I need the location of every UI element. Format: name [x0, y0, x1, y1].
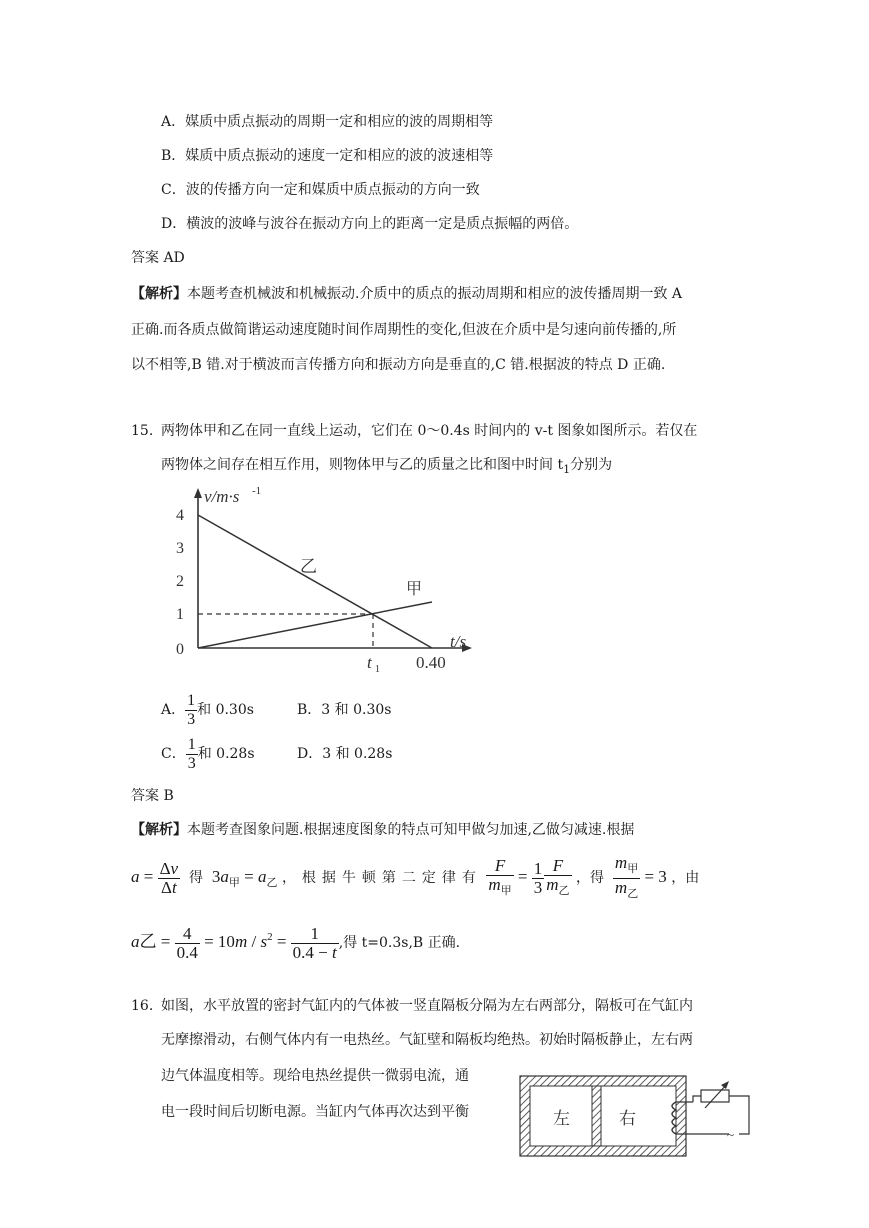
q15-stem-2 [161, 455, 612, 480]
analysis-text: 本题考查图象问题.根据速度图象的特点可知甲做匀加速,乙做匀减速.根据 [187, 822, 635, 838]
option-label: A． [161, 702, 186, 718]
q15-answer: 答案 B [131, 788, 174, 804]
x-axis-label: t/s [450, 632, 467, 651]
option-label: C． [161, 746, 186, 762]
q14-option-c: C．波的传播方向一定和媒质中质点振动的方向一致 [161, 182, 480, 198]
q16-stem-3: 边气体温度相等。现给电热丝提供一微弱电流，通 [161, 1068, 469, 1084]
equation-newton-text: ，根据牛顿第二定律有 [281, 870, 482, 886]
line-jia-label: 甲 [406, 581, 423, 598]
left-chamber-label: 左 [553, 1109, 570, 1128]
q14-analysis-line-2: 正确.而各质点做简谐运动速度随时间作周期性的变化,但波在介质中是匀速向前传播的,所 [131, 322, 677, 338]
y-tick-4: 4 [176, 507, 184, 524]
q14-analysis-line-1 [131, 284, 682, 304]
equation-mass-ratio: $\frac{m_甲}{m_乙}$ = 3 [614, 852, 667, 900]
fraction-denominator: 3 [187, 710, 196, 728]
q14-option-d: D．横波的波峰与波谷在振动方向上的距离一定是质点振幅的两倍。 [161, 216, 579, 232]
q15-number: 15. [131, 423, 154, 439]
y-tick-2: 2 [176, 573, 184, 590]
stem-text-end: 分别为 [570, 457, 613, 473]
q16-number: 16. [131, 998, 154, 1014]
t1-label-sub: 1 [375, 664, 380, 675]
t1-label: t [367, 653, 372, 672]
vt-graph [170, 482, 490, 682]
fraction-numerator: 1 [187, 691, 196, 709]
q15-equation-line-1 [131, 852, 699, 902]
analysis-text: 本题考查机械波和机械振动.介质中的质点的振动周期和相应的波传播周期一致 A [187, 286, 683, 302]
cylinder-cavity [530, 1086, 676, 1146]
fraction-numerator: 1 [187, 735, 196, 753]
y-axis-arrow [194, 488, 202, 498]
option-text: 和 0.30s [197, 702, 254, 718]
fraction-one-third [186, 736, 198, 773]
y-tick-3: 3 [176, 540, 184, 557]
line-jia [198, 602, 432, 648]
stem-text: 两物体之间存在相互作用，则物体甲与乙的质量之比和图中时间 t [161, 457, 564, 473]
y-tick-1: 1 [176, 606, 184, 623]
y-axis-label: v/m·s [204, 487, 240, 506]
q16-stem-2: 无摩擦滑动，右侧气体内有一电热丝。气缸壁和隔板均绝热。初始时隔板静止，左右两 [161, 1032, 693, 1048]
x-end-label: 0.40 [416, 653, 446, 672]
equation-newton: $\frac{F}{m_甲}$ = $\frac{1}{3}$ $\frac{F}{m_乙}$ [488, 855, 570, 897]
resistor-arrow-head [721, 1081, 729, 1089]
option-text: 和 0.28s [197, 746, 255, 762]
variable-resistor [701, 1090, 729, 1102]
partition [592, 1086, 601, 1146]
y-tick-0: 0 [176, 641, 184, 658]
q15-analysis-line-1 [131, 820, 634, 840]
t1-subscript: 1 [563, 463, 571, 476]
analysis-tag: 【解析】 [131, 822, 187, 838]
q16-stem-1: 如图，水平放置的密封气缸内的气体被一竖直隔板分隔为左右两部分，隔板可在气缸内 [161, 998, 693, 1014]
q15-stem-1: 两物体甲和乙在同一直线上运动，它们在 0～0.4s 时间内的 v-t 图象如图所示。若仅在 [161, 423, 698, 439]
equation-ratio: $3a_甲 = a_乙$ [211, 867, 278, 889]
y-axis-label-sup: -1 [252, 485, 262, 497]
q14-option-a: A．媒质中质点振动的周期一定和相应的波的周期相等 [161, 114, 494, 130]
line-yi-label: 乙 [300, 557, 317, 576]
q15-option-d: D．3 和 0.28s [297, 746, 393, 762]
fraction-one-third [185, 692, 197, 729]
fraction-denominator: 3 [187, 754, 196, 772]
analysis-tag: 【解析】 [131, 286, 187, 302]
line-yi [198, 515, 432, 648]
q14-analysis-line-3: 以不相等,B 错.对于横波而言传播方向和振动方向是垂直的,C 错.根据波的特点 D 正确. [131, 357, 666, 373]
ac-source-icon: ~ [727, 1127, 735, 1142]
q15-equation-line-2 [131, 912, 460, 962]
q14-option-b: B．媒质中质点振动的速度一定和相应的波的波速相等 [161, 148, 494, 164]
q15-option-b: B．3 和 0.30s [297, 702, 392, 718]
q16-stem-4: 电一段时间后切断电源。当缸内气体再次达到平衡 [161, 1104, 469, 1120]
q14-answer: 答案 AD [131, 250, 185, 266]
cylinder-diagram [515, 1068, 765, 1168]
right-chamber-label: 右 [619, 1109, 636, 1128]
equation-you-text: ，由 [671, 870, 700, 886]
q15-option-a [161, 690, 254, 730]
equation-a-yi: a乙 = $\frac{4}{0.4}$ = $10m / s^2$ = $\frac{1}{0.4 - t}$ [131, 923, 337, 962]
equation-de: 得 [188, 870, 203, 886]
equation-comma-text: ，得 [576, 870, 604, 886]
q15-option-c [161, 734, 255, 774]
equation-end-text: ,得 t=0.3s,B 正确. [338, 935, 461, 951]
equation-acceleration: a = $\frac{\Delta v}{\Delta t}$ [131, 858, 179, 897]
